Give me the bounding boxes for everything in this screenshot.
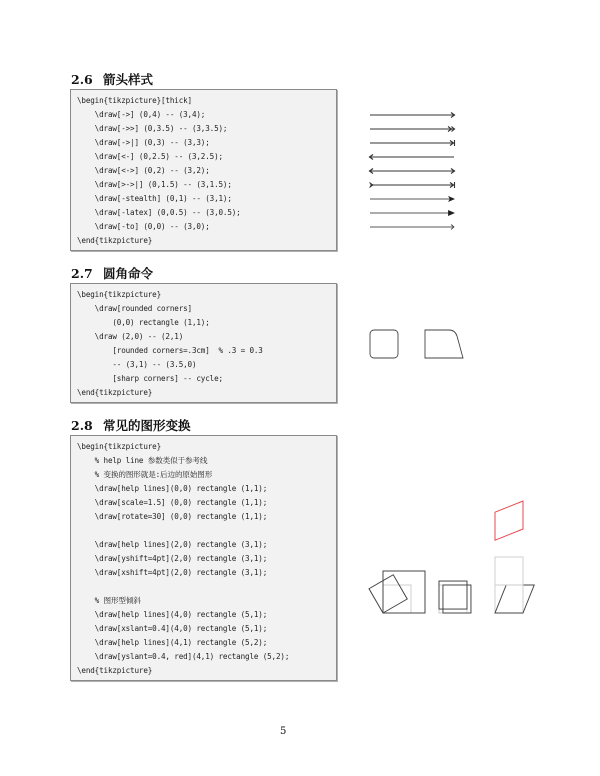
code-line: [77, 524, 336, 538]
code-line: \draw[-to] (0,0) -- (3,0);: [77, 222, 210, 231]
section-title-2-8: [71, 416, 191, 434]
code-line: (0,0) rectangle (1,1);: [77, 318, 210, 327]
code-line: \draw[yshift=4pt](2,0) rectangle (3,1);: [77, 554, 268, 563]
code-line: \draw[help lines](4,1) rectangle (5,2);: [77, 638, 268, 647]
double-headed-arrow-icon: [370, 169, 455, 174]
rounded-square-shape: [370, 330, 398, 358]
code-line: \draw[<->] (0,2) -- (3,2);: [77, 166, 210, 175]
code-line: \draw[-latex] (0,0.5) -- (3,0.5);: [77, 208, 241, 217]
code-comment-line: % 图形型倾斜: [77, 596, 141, 605]
code-line: \draw (2,0) -- (2,1): [77, 332, 184, 341]
code-line: \draw[help lines](2,0) rectangle (3,1);: [77, 540, 268, 549]
rounded-trapezoid-shape: [425, 330, 463, 358]
code-line: [77, 580, 336, 594]
code-line: \draw[->>] (0,3.5) -- (3,3.5);: [77, 124, 228, 133]
code-line: \draw[help lines](4,0) rectangle (5,1);: [77, 610, 268, 619]
code-line: \draw[<-] (0,2.5) -- (3,2.5);: [77, 152, 223, 161]
code-line: \begin{tikzpicture}: [77, 290, 162, 299]
code-line: \end{tikzpicture}: [77, 236, 153, 245]
section-number: 2.6: [71, 72, 93, 87]
code-line: [rounded corners=.3cm] % .3 = 0.3: [77, 346, 263, 355]
code-line: \draw[rotate=30] (0,0) rectangle (1,1);: [77, 512, 268, 521]
arrow-bar-icon: [370, 140, 455, 146]
help-lines-rect: [495, 557, 523, 585]
code-line: [sharp corners] -- cycle;: [77, 374, 223, 383]
tail-arrow-bar-icon: [370, 182, 455, 188]
rounded-corners-figure: [360, 320, 480, 370]
arrow-left-icon: [370, 155, 455, 160]
arrow-right-icon: [370, 113, 455, 118]
code-block-rounded-corners: [70, 283, 337, 403]
code-line: \draw[>->|] (0,1.5) -- (3,1.5);: [77, 180, 232, 189]
latex-arrow-icon: [370, 211, 454, 216]
code-line: \begin{tikzpicture}: [77, 442, 162, 451]
rotated-rect: [369, 575, 407, 613]
code-line: \draw[scale=1.5] (0,0) rectangle (1,1);: [77, 498, 268, 507]
transforms-figure: [360, 490, 540, 630]
code-line: \draw[->] (0,4) -- (3,4);: [77, 110, 206, 119]
section-title-2-7: [71, 264, 153, 282]
section-title-2-6: [71, 70, 153, 88]
section-heading: 箭头样式: [103, 72, 154, 87]
code-block-arrows: [70, 89, 337, 251]
section-heading: 圆角命令: [103, 266, 154, 281]
code-line: \draw[xslant=0.4](4,0) rectangle (5,1);: [77, 624, 268, 633]
code-line: \draw[->|] (0,3) -- (3,3);: [77, 138, 210, 147]
code-comment-line: % help line 参数类似于参考线: [77, 456, 208, 465]
code-line: \draw[rounded corners]: [77, 304, 192, 313]
code-line: \end{tikzpicture}: [77, 666, 153, 675]
code-comment-line: % 变换的图形就是:后边的原始图形: [77, 470, 213, 479]
help-lines-rect: [495, 585, 523, 613]
page-number: 5: [280, 726, 287, 737]
yslant-red-rect: [495, 501, 523, 540]
section-heading: 常见的图形变换: [103, 418, 191, 433]
code-line: -- (3,1) -- (3.5,0): [77, 360, 197, 369]
code-line: \begin{tikzpicture}[thick]: [77, 96, 192, 105]
stealth-arrow-icon: [370, 197, 454, 201]
double-arrow-icon: [370, 127, 455, 132]
arrow-styles-figure: [360, 100, 470, 240]
code-line: \draw[help lines](0,0) rectangle (1,1);: [77, 484, 268, 493]
to-arrow-icon: [370, 225, 454, 230]
code-line: \draw[yslant=0.4, red](4,1) rectangle (5,2);: [77, 652, 290, 661]
xslant-rect: [495, 585, 534, 613]
code-line: \draw[-stealth] (0,1) -- (3,1);: [77, 194, 232, 203]
section-number: 2.7: [71, 266, 93, 281]
code-block-transforms: [70, 435, 337, 681]
code-line: \end{tikzpicture}: [77, 388, 153, 397]
code-line: \draw[xshift=4pt](2,0) rectangle (3,1);: [77, 568, 268, 577]
section-number: 2.8: [71, 418, 93, 433]
